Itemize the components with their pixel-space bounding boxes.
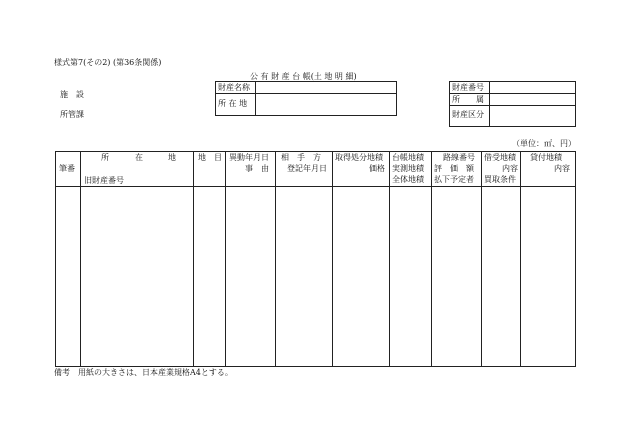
header-old-property-number: 旧財産番号	[84, 176, 124, 185]
table-header-divider	[55, 186, 576, 187]
header-change-date: 異動年月日	[229, 153, 269, 162]
col-divider-6	[389, 151, 390, 367]
property-class-divider	[489, 81, 490, 127]
header-ledger-area: 台帳地積	[392, 153, 424, 162]
form-number: 様式第7(その2) (第36条関係)	[54, 58, 162, 67]
header-location-2: 在	[135, 153, 143, 162]
col-divider-9	[520, 151, 521, 367]
unit-note: （単位：㎡、円）	[512, 139, 576, 148]
header-borrowed-area: 借受地積	[484, 153, 516, 162]
form-title: 公 有 財 産 台 帳(土 地 明 細)	[250, 72, 357, 81]
header-total-area: 全体地積	[392, 175, 424, 184]
col-divider-5	[332, 151, 333, 367]
header-measured-area: 実測地積	[392, 164, 424, 173]
header-location-3: 地	[168, 153, 176, 162]
col-divider-1	[80, 151, 81, 367]
header-price: 価格	[369, 164, 385, 173]
header-route-number: 路線番号	[443, 153, 475, 162]
header-lent-content: 内容	[554, 164, 570, 173]
header-lent-area: 貸付地積	[530, 153, 562, 162]
header-purchase-terms: 買取条件	[484, 175, 516, 184]
property-info-divider	[255, 81, 256, 116]
col-divider-8	[481, 151, 482, 367]
header-registration-date: 登記年月日	[287, 164, 327, 173]
property-number-label: 財産番号	[452, 83, 484, 92]
header-acquisition-area: 取得処分地積	[335, 153, 383, 162]
property-name-label: 財産名称	[218, 83, 250, 92]
location-label: 所 在 地	[218, 99, 248, 108]
col-divider-4	[275, 151, 276, 367]
header-borrowed-content: 内容	[502, 164, 518, 173]
col-divider-3	[225, 151, 226, 367]
header-assessed-value: 評 価 額	[434, 164, 474, 173]
header-location-1: 所	[101, 153, 109, 162]
property-class-row2	[449, 105, 576, 106]
header-lot-number: 筆番	[59, 164, 75, 173]
header-counterparty: 相 手 方	[281, 153, 321, 162]
header-reason: 事 由	[245, 164, 269, 173]
col-divider-7	[431, 151, 432, 367]
header-planned-buyer: 払下予定者	[434, 175, 474, 184]
header-land-category: 地 目	[198, 153, 222, 162]
footnote: 備考 用紙の大きさは、日本産業規格A4とする。	[54, 368, 233, 377]
belongs-to-label: 所 属	[452, 95, 484, 104]
col-divider-2	[193, 151, 194, 367]
facility-label: 施 設	[60, 90, 84, 99]
property-class-row1	[449, 93, 576, 94]
property-class-label: 財産区分	[452, 110, 484, 119]
property-info-row-divider	[215, 93, 397, 94]
jurisdiction-label: 所管課	[60, 110, 84, 119]
